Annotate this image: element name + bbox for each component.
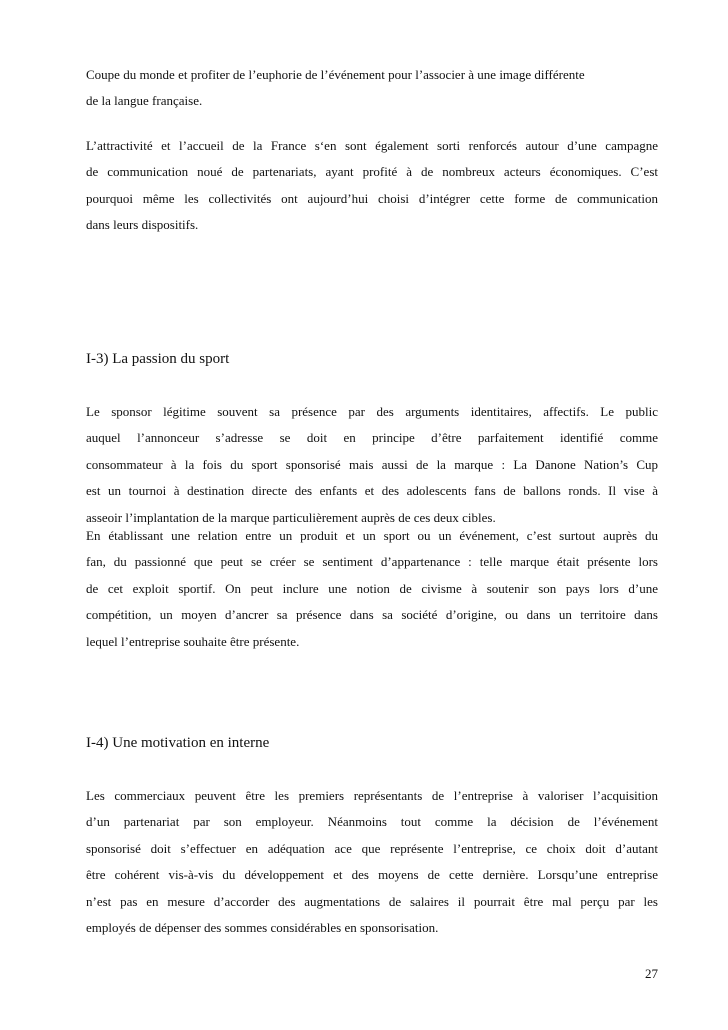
text-line: consommateur à la fois du sport sponsorisé mais aussi de la marque : La Danone Nation’s Cup [86, 456, 658, 472]
paragraph-world-cup [86, 62, 585, 115]
text-line: est un tournoi à destination directe des enfants et des adolescents fans de ballons ronds. Il vise à [86, 483, 658, 499]
text-line: de communication noué de partenariats, ayant profité à de nombreux acteurs économiques. C’est [86, 164, 658, 180]
paragraph-fan-belonging [86, 523, 658, 655]
page-number: 27 [645, 966, 658, 981]
text-line: asseoir l’implantation de la marque particulièrement auprès de ces deux cibles. [86, 509, 496, 525]
paragraph-sales-staff [86, 783, 658, 941]
text-line: sponsorisé doit s’effectuer en adéquation ace que représente l’entreprise, ce choix doit d’autant [86, 840, 658, 856]
text-line: Coupe du monde et profiter de l’euphorie de l’événement pour l’associer à une image différente [86, 67, 585, 82]
text-line: compétition, un moyen d’ancrer sa présence dans sa société d’origine, ou dans un territoire dans [86, 607, 658, 623]
text-line: employés de dépenser des sommes considérables en sponsorisation. [86, 919, 439, 935]
text-line: Les commerciaux peuvent être les premiers représentants de l’entreprise à valoriser l’acquisition [86, 788, 658, 803]
text-line: auquel l’annonceur s’adresse se doit en principe d’être parfaitement identifié comme [86, 430, 658, 446]
text-line: pourquoi même les collectivités ont aujourd’hui choisi d’intégrer cette forme de communication [86, 190, 658, 206]
text-line: lequel l’entreprise souhaite être présente. [86, 633, 300, 649]
text-line: Le sponsor légitime souvent sa présence par des arguments identitaires, affectifs. Le public [86, 404, 658, 419]
text-line: de cet exploit sportif. On peut inclure une notion de civisme à soutenir son pays lors d’une [86, 580, 658, 596]
text-line: d’un partenariat par son employeur. Néanmoins tout comme la décision de l’événement [86, 814, 658, 830]
text-line: En établissant une relation entre un produit et un sport ou un événement, c’est surtout auprès du [86, 528, 658, 543]
text-line: n’est pas en mesure d’accorder des augmentations de salaires il pourrait être mal perçu par les [86, 893, 658, 909]
paragraph-sponsor-legitimacy [86, 399, 658, 531]
text-line: de la langue française. [86, 93, 203, 109]
text-line: fan, du passionné que peut se créer se sentiment d’appartenance : telle marque était présente lors [86, 554, 658, 570]
section-heading-sport-passion: I-3) La passion du sport [86, 351, 230, 367]
section-heading-internal-motivation: I-4) Une motivation en interne [86, 735, 270, 751]
text-line: dans leurs dispositifs. [86, 217, 199, 233]
paragraph-attractiveness [86, 133, 658, 239]
text-line: L’attractivité et l’accueil de la France s‘en sont également sorti renforcés autour d’une campagne [86, 138, 658, 153]
text-line: être cohérent vis-à-vis du développement et des moyens de cette dernière. Lorsqu’une entreprise [86, 867, 658, 883]
